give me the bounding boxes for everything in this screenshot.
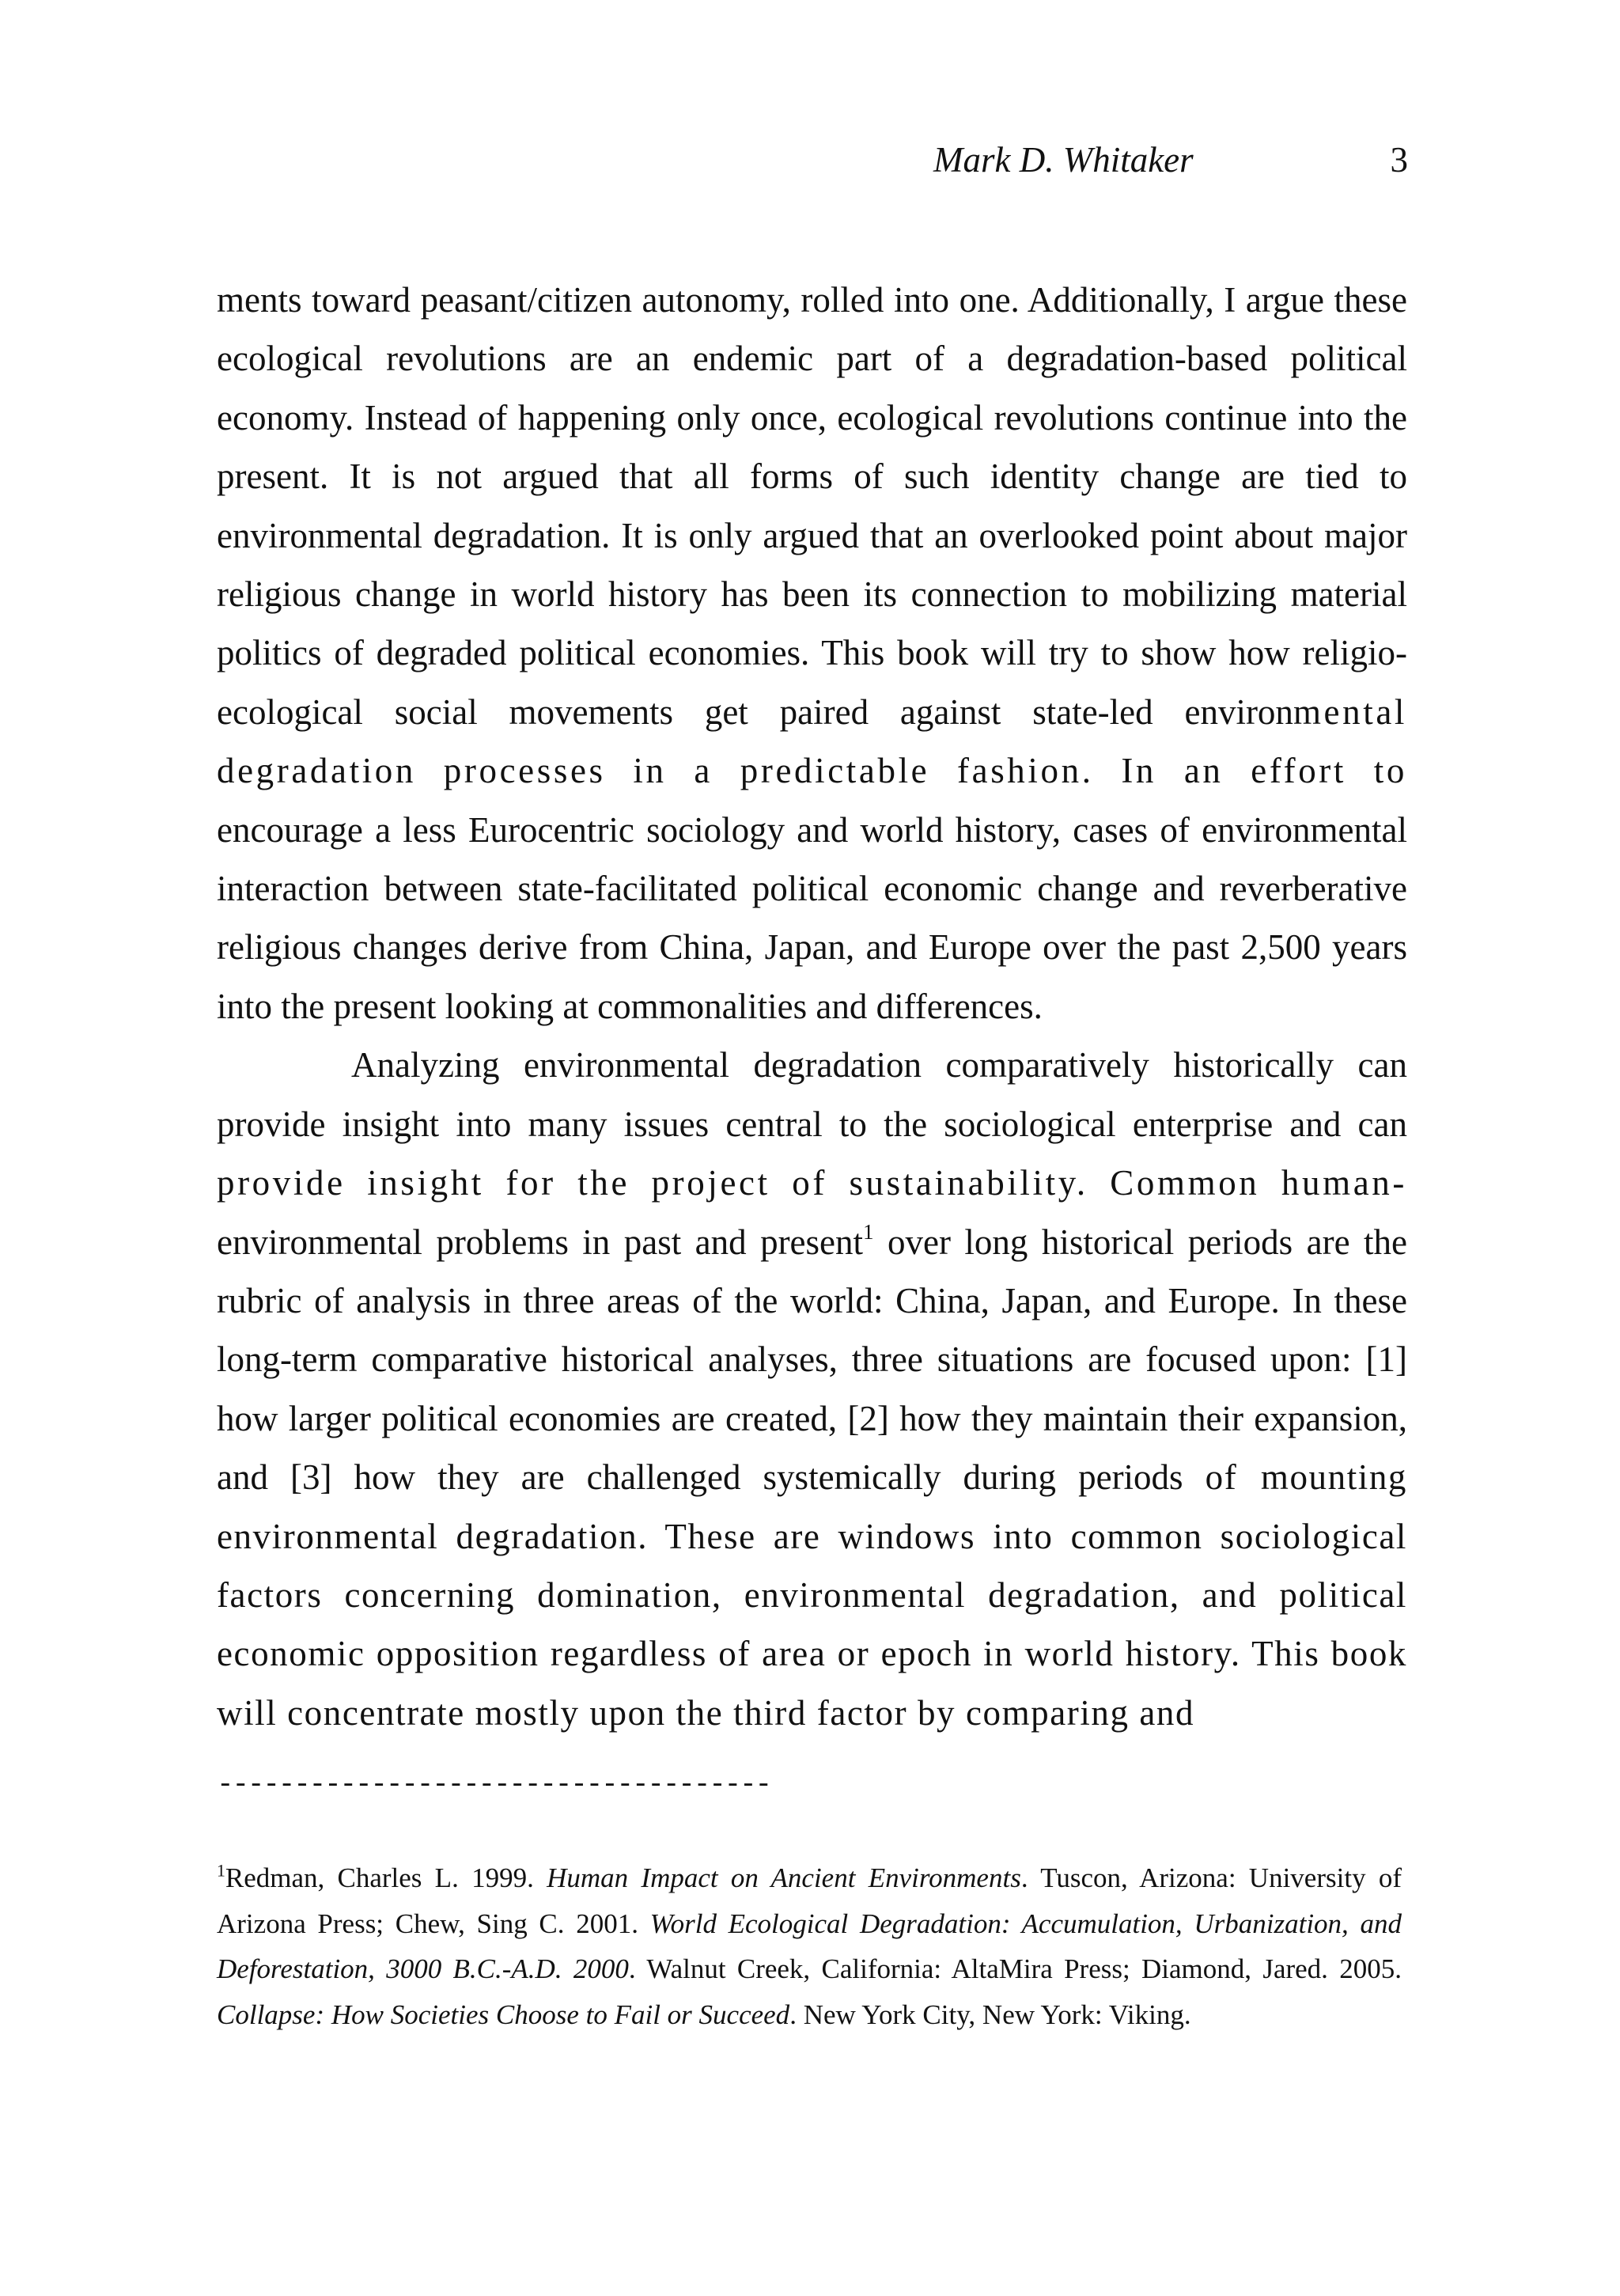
paragraph-2-text-a: Analyzing environmental degradation comparatively historically can provide insight into many issues central to the sociological enterprise and can [217, 1045, 1407, 1144]
footnote-text: Redman, Charles L. 1999. [225, 1862, 547, 1893]
footnote-title: World Ecological Degradation: Accumulation, Urbanization, and Deforestation, 3000 B.C.-A.D. 2000 [217, 1908, 1402, 1984]
body-text [217, 271, 1407, 1742]
footnote-title: Human Impact on Ancient Environments [547, 1862, 1021, 1893]
paragraph-2-text-d: over long historical periods are the rubric of analysis in three areas of the world: China, Japan, and Europe. In these long-term comparative historical analyses, three situations are focused upon: [1] how larger political economies are created, [2] how they maintain their expansion, and [3] how they are challenged systemically during periods [217, 1222, 1407, 1498]
paragraph-2-text-e: of mounting environmental degradation. These are windows into common sociological factors concerning domination, environmental degradation, and political economic opposition regardless of area or epoch in world history. This book will concentrate mostly upon the third factor by comparing and [217, 1457, 1407, 1733]
footnote-reference: 1 [863, 1219, 874, 1244]
footnote-text: . New York City, New York: Viking. [789, 1999, 1191, 2030]
page-number: 3 [1390, 140, 1408, 180]
paragraph-2 [217, 1036, 1407, 1742]
footnote-separator: ------------------------------------ [217, 1768, 770, 1801]
footnote-title: Collapse: How Societies Choose to Fail or Succeed [217, 1999, 790, 2030]
footnote-text: . Tuscon, Arizona: University of Arizona Press; Chew, Sing C. 2001. [217, 1862, 1402, 1939]
running-head [933, 136, 1408, 184]
paragraph-1-text-c: encourage a less Eurocentric sociology and world history, cases of environmental interaction between state-facilitated political economic change and reverberative religious changes derive from China, Japan, and Europe over the past 2,500 years into the present looking at commonalities and differences. [217, 809, 1407, 1026]
footnote-mark: 1 [217, 1861, 225, 1881]
paragraph-2-text-c: environmental problems in past and present [217, 1222, 864, 1262]
footnote-1 [217, 1855, 1402, 2037]
paragraph-1-text-b: mental degradation processes in a predictable fashion. In an effort to [217, 691, 1407, 791]
footnotes [217, 1855, 1402, 2037]
paragraph-2-text-b: provide insight for the project of sustainability. Common human- [217, 1163, 1407, 1203]
footnote-text: . Walnut Creek, California: AltaMira Press; Diamond, Jared. 2005. [628, 1953, 1402, 1984]
paragraph-1 [217, 271, 1407, 1036]
paragraph-1-text-a: ments toward peasant/citizen autonomy, rolled into one. Additionally, I argue these ecological revolutions are an endemic part of a degradation-based political economy. Instead of happening only once, ecological revolutions continue into the present. It is not argued that all forms of such identity change are tied to environmental degradation. It is only argued that an overlooked point about major religious change in world history has been its connection to mobilizing material politics of degraded political economies. This book will try to show how religio-ecological social movements get paired against state-led environ [217, 280, 1407, 732]
running-head-author: Mark D. Whitaker [933, 140, 1194, 180]
